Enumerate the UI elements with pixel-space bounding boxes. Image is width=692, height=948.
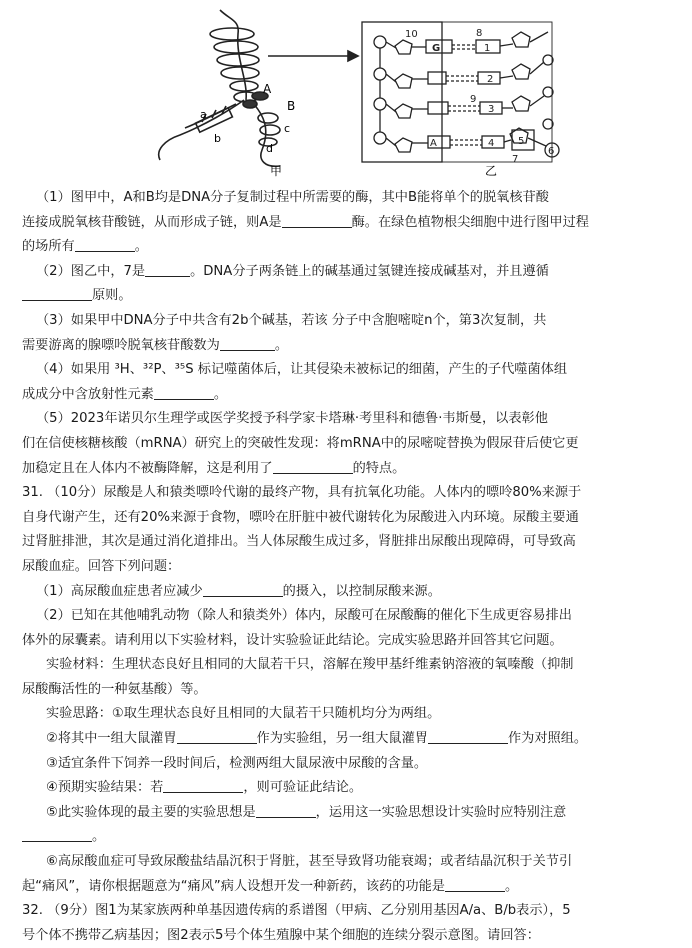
- answer-blank[interactable]: [75, 237, 135, 252]
- figure-label-yi: 乙: [485, 164, 498, 178]
- svg-text:G: G: [432, 43, 441, 54]
- svg-text:7: 7: [512, 154, 519, 165]
- q31-part2-line2: 体外的尿囊素。请利用以下实验材料，设计实验验证此结论。完成实验思路并回答其它问题。: [22, 632, 563, 648]
- answer-blank[interactable]: [163, 778, 243, 793]
- svg-text:4: 4: [488, 138, 495, 149]
- question-30-body: [0, 186, 692, 948]
- q30-part5-line1: （5）2023年诺贝尔生理学或医学奖授予科学家卡塔琳·考里科和德鲁·韦斯曼，以表彰他: [36, 411, 548, 427]
- dna-figures: [0, 0, 692, 178]
- answer-blank[interactable]: [282, 213, 352, 228]
- label-d: d: [266, 142, 273, 155]
- answer-blank[interactable]: [154, 385, 214, 400]
- svg-text:A: A: [430, 138, 437, 149]
- answer-blank[interactable]: [428, 729, 508, 744]
- svg-text:6: 6: [548, 146, 555, 157]
- svg-text:8: 8: [476, 28, 483, 39]
- q30-part1-line2: 连接成脱氧核苷酸链，从而形成子链，则A是 酶。在绿色植物根尖细胞中进行图甲过程: [22, 214, 589, 230]
- label-a: a: [200, 108, 207, 121]
- svg-text:1: 1: [484, 43, 491, 54]
- q31-intro-line2: 自身代谢产生，还有20%来源于食物，嘌呤在肝脏中被代谢转化为尿酸进入内环境。尿酸主要通: [22, 509, 579, 525]
- q30-part4-line2: 成成分中含放射性元素 。: [22, 386, 228, 402]
- q30-part3-line1: （3）如果甲中DNA分子中共含有2b个碱基，若该 分子中含胞嘧啶n个，第3次复制，共: [36, 312, 547, 328]
- svg-text:10: 10: [405, 29, 418, 40]
- svg-text:3: 3: [488, 104, 495, 115]
- q31-intro-line1: 31. （10分）尿酸是人和猿类嘌呤代谢的最终产物，具有抗氧化功能。人体内的嘌呤80%来源于: [22, 485, 582, 501]
- q31-part2-line1: （2）已知在其他哺乳动物（除人和猿类外）体内，尿酸可在尿酸酶的催化下生成更容易排出: [36, 608, 572, 624]
- q31-materials-line1: 实验材料：生理状态良好且相同的大鼠若干只，溶解在羧甲基纤维素钠溶液的氧嗪酸（抑制: [46, 657, 574, 673]
- answer-blank[interactable]: [273, 459, 353, 474]
- q31-step6-line1: ⑥高尿酸血症可导致尿酸盐结晶沉积于肾脏，甚至导致肾功能衰竭；或者结晶沉积于关节引: [46, 854, 573, 870]
- figure-yi-dna-structure: [362, 22, 559, 162]
- answer-blank[interactable]: [177, 729, 257, 744]
- label-b: b: [214, 132, 221, 145]
- q31-materials-line2: 尿酸酶活性的一种氨基酸）等。: [22, 681, 207, 697]
- answer-blank[interactable]: [22, 286, 92, 301]
- q30-part1-line3: 的场所有 。: [22, 239, 148, 255]
- q32-line1: 32. （9分）图1为某家族两种单基因遗传病的系谱图（甲病、乙分别用基因A/a、B/b表示），5: [22, 903, 571, 919]
- q31-step5-line2: 。: [0, 825, 692, 850]
- figure-label-jia: 甲: [270, 164, 283, 178]
- q31-step2: ②将其中一组大鼠灌胃 作为实验组，另一组大鼠灌胃 作为对照组。: [46, 731, 588, 747]
- q30-part3-line2: 需要游离的腺嘌呤脱氧核苷酸数为 。: [22, 337, 288, 353]
- q30-part1-line1: （1）图甲中，A和B均是DNA分子复制过程中所需要的酶，其中B能将单个的脱氧核苷酸: [36, 190, 549, 205]
- answer-blank[interactable]: [220, 336, 275, 351]
- answer-blank[interactable]: [22, 827, 92, 842]
- q31-intro-line4: 尿酸血症。回答下列问题：: [22, 558, 181, 574]
- q31-step1: 实验思路：①取生理状态良好且相同的大鼠若干只随机均分为两组。: [46, 706, 441, 722]
- answer-blank[interactable]: [145, 262, 190, 277]
- q30-part4-line1: （4）如果用 ³H、³²P、³⁵S 标记噬菌体后，让其侵染未被标记的细菌，产生的子代噬菌体组: [36, 362, 568, 378]
- q30-part2-line2: 原则。: [0, 284, 692, 309]
- answer-blank[interactable]: [203, 582, 283, 597]
- answer-blank[interactable]: [445, 877, 505, 892]
- q31-step4: ④预期实验结果：若 ，则可验证此结论。: [46, 780, 363, 796]
- q30-part5-line3: 加稳定且在人体内不被酶降解，这是利用了 的特点。: [22, 460, 406, 476]
- q31-step3: ③适宜条件下饲养一段时间后，检测两组大鼠尿液中尿酸的含量。: [46, 755, 428, 771]
- svg-text:5: 5: [518, 136, 525, 147]
- q30-part5-line2: 们在信使核糖核酸（mRNA）研究上的突破性发现：将mRNA中的尿嘧啶替换为假尿苷后使它更: [22, 435, 579, 451]
- label-B: B: [287, 99, 296, 113]
- answer-blank[interactable]: [256, 803, 316, 818]
- q31-intro-line3: 过肾脏排泄，其次是通过消化道排出。当人体尿酸生成过多，肾脏排出尿酸出现障碍，可导致高: [22, 534, 576, 550]
- q31-step5-line1: ⑤此实验体现的最主要的实验思想是 ，运用这一实验思想设计实验时应特别注意: [46, 804, 567, 820]
- svg-text:9: 9: [470, 94, 477, 105]
- q31-part1: （1）高尿酸血症患者应减少 的摄入，以控制尿酸来源。: [36, 583, 441, 599]
- label-c: c: [284, 122, 291, 135]
- q30-part2-line1: （2）图乙中，7是 。DNA分子两条链上的碱基通过氢键连接成碱基对，并且遵循: [36, 263, 549, 279]
- figure-jia-replication-fork: [159, 10, 358, 166]
- label-A: A: [263, 82, 272, 96]
- q32-line2: 号个体不携带乙病基因；图2表示5号个体生殖腺中某个细胞的连续分裂示意图。请回答：: [22, 927, 540, 943]
- q31-step6-line2: 起“痛风”，请你根据题意为“痛风”病人设想开发一种新药，该药的功能是 。: [22, 878, 519, 894]
- svg-text:2: 2: [487, 74, 494, 85]
